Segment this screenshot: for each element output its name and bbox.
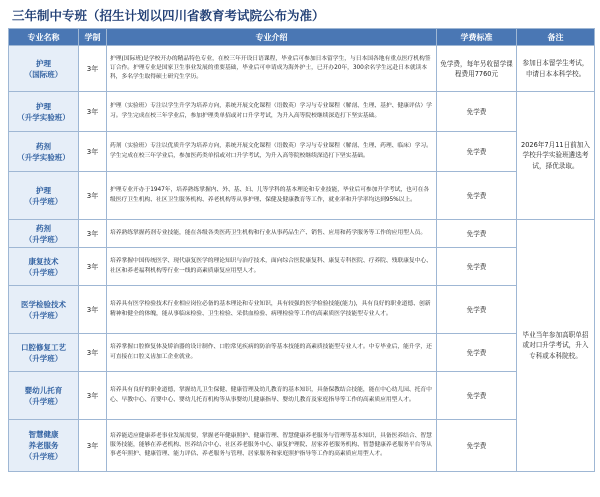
major-name: 药剂 （升学班） xyxy=(9,220,79,248)
table-row xyxy=(9,248,595,286)
years-cell: 3年 xyxy=(79,132,107,172)
table-row xyxy=(9,420,595,472)
table-row xyxy=(9,92,595,132)
major-name: 康复技术 （升学班） xyxy=(9,248,79,286)
intro-cell: 培养具有良好的职业道德，掌握幼儿卫生保健、健康管理及幼儿教育的基本知识，具备保教结合技能，能在中心幼儿园、托育中心、早教中心、育婴中心、婴幼儿托育机构等从事婴幼儿健康指导、婴幼儿教育及家庭指导等工作的高素质应用型人才。 xyxy=(107,372,437,420)
fee-cell: 免学费 xyxy=(437,372,517,420)
years-cell: 3年 xyxy=(79,334,107,372)
enrollment-table xyxy=(8,28,595,472)
major-name: 护理 （升学班） xyxy=(9,172,79,220)
fee-cell: 免学费 xyxy=(437,286,517,334)
fee-cell: 免学费 xyxy=(437,132,517,172)
major-name: 口腔修复工艺 （升学班） xyxy=(9,334,79,372)
intro-cell: 护理专业开办于1947年，培养熟练掌握内、外、基、妇、儿等学科的基本理论和专业技能，毕业后可参加升学考试，也可在各级医疗卫生机构、社区卫生服务机构、养老机构等从事护理、保健及健康教育等工作，就业率和升学率均达到95%以上。 xyxy=(107,172,437,220)
major-name: 医学检验技术 （升学班） xyxy=(9,286,79,334)
intro-cell: 护理(国际班)是学校开办的精品特色专业，在校三年开设日语课程，毕业后可参加日本留学生，与日本国各地有重点医疗机构签订合作。护理专业是国家卫生事业发展的重要基础，毕业后可申请成为海外护士，已开办20年，300余名学生远赴日本就读本科，多名学生取得硕士研究生学历。 xyxy=(107,46,437,92)
header-intro: 专业介绍 xyxy=(107,29,437,46)
table-row xyxy=(9,372,595,420)
header-years: 学制 xyxy=(79,29,107,46)
fee-cell: 免学费 xyxy=(437,92,517,132)
fee-cell: 免学费，每年另收留学课程费用7760元 xyxy=(437,46,517,92)
years-cell: 3年 xyxy=(79,46,107,92)
table-row xyxy=(9,172,595,220)
table-row xyxy=(9,46,595,92)
fee-cell: 免学费 xyxy=(437,420,517,472)
intro-cell: 护理（实验班）专注以学生升学为培养方向，系统开展文化课程（语数英）学习与专业课程（解剖、生理、基护、健康评估）学习。学生完成在校三年学业后，参加护理类单招或对口升学考试，为升入高等院校继续深造打下坚实基础。 xyxy=(107,92,437,132)
years-cell: 3年 xyxy=(79,172,107,220)
years-cell: 3年 xyxy=(79,220,107,248)
table-header-row xyxy=(9,29,595,46)
years-cell: 3年 xyxy=(79,92,107,132)
header-note: 备注 xyxy=(517,29,595,46)
years-cell: 3年 xyxy=(79,248,107,286)
intro-cell: 培养熟练掌握药剂专业技能，能在各级各类医药卫生机构和行业从事药品生产、销售、应用和药学服务等工作的应用型人员。 xyxy=(107,220,437,248)
major-name: 婴幼儿托育 （升学班） xyxy=(9,372,79,420)
fee-cell: 免学费 xyxy=(437,248,517,286)
fee-cell: 免学费 xyxy=(437,172,517,220)
major-name: 护理 （国际班） xyxy=(9,46,79,92)
intro-cell: 培养能适应健康养老事业发展需要，掌握老年健康照护、健康管理、智慧健康养老服务与管理等基本知识，具备医养结合、智慧服务技能，能够在养老机构、医养结合中心、社区养老服务中心、康复护理院、居家养老服务机构、智慧健康养老服务平台等从事老年照护、健康管理、能力评估、养老服务与管理、居家服务和家庭照护指导等工作的高素质应用型人才。 xyxy=(107,420,437,472)
header-fee: 学费标准 xyxy=(437,29,517,46)
note-cell: 2026年7月11日前加入学校升学实验班遴选考试，择优录取。 xyxy=(517,92,595,220)
fee-cell: 免学费 xyxy=(437,220,517,248)
table-row xyxy=(9,132,595,172)
major-name: 药剂 （升学实验班） xyxy=(9,132,79,172)
page-title: 三年制中专班（招生计划以四川省教育考试院公布为准） xyxy=(12,8,325,23)
years-cell: 3年 xyxy=(79,286,107,334)
table-row xyxy=(9,220,595,248)
note-cell: 参加日本留学生考试，申请日本本科学校。 xyxy=(517,46,595,92)
table-row xyxy=(9,334,595,372)
years-cell: 3年 xyxy=(79,372,107,420)
intro-cell: 培养掌握口腔修复体及矫治器的设计制作、口腔常见疾病的防治等基本技能的高素质技能型专业人才。中专毕业后，能升学，还可直接在口腔义齿加工企业就业。 xyxy=(107,334,437,372)
table-row xyxy=(9,286,595,334)
major-name: 智慧健康 养老服务 （升学班） xyxy=(9,420,79,472)
fee-cell: 免学费 xyxy=(437,334,517,372)
intro-cell: 培养具有医学检验技术行业相应岗位必备的基本理论和专业知识，具有较强的医学检验技能(能力)，具有良好的职业道德、创新精神和健全的体魄，能从事临床检验、卫生检验、采供血检验、病理检验等工作的高素质医学技能型专业人才。 xyxy=(107,286,437,334)
header-major: 专业名称 xyxy=(9,29,79,46)
years-cell: 3年 xyxy=(79,420,107,472)
intro-cell: 药剂（实验班）专注以优质升学为培养方向，系统开展文化课程（语数英）学习与专业课程（解剖、生理、药理、临床）学习。学生完成在校三年学业后，参加医药类单招或对口升学考试，为升入高等院校继续深造打下坚实基础。 xyxy=(107,132,437,172)
major-name: 护理 （升学实验班） xyxy=(9,92,79,132)
note-cell: 毕业当年参加高职单招或对口升学考试，升入专科或本科院校。 xyxy=(517,220,595,472)
intro-cell: 培养掌握中国传统医学、现代康复医学的理论知识与治疗技术，面向综合医院康复科、康复专科医院、疗养院、残联康复中心、社区和养老福利机构等行业一线的高素质康复应用型人才。 xyxy=(107,248,437,286)
